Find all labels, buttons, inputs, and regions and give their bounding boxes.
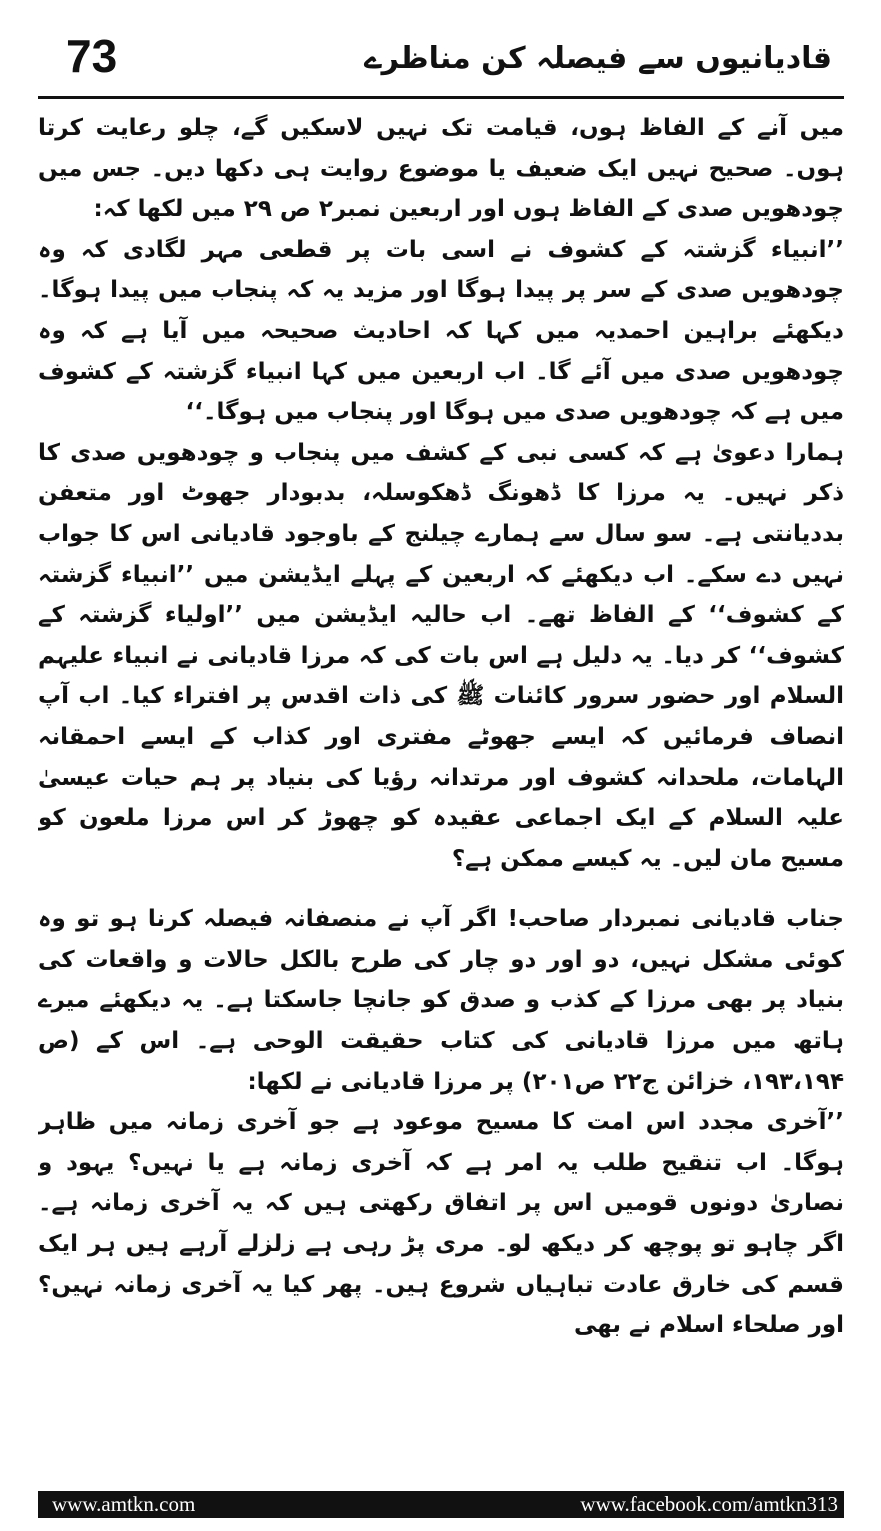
website-link[interactable]: www.amtkn.com [52, 1492, 196, 1516]
footer-bar [38, 1491, 844, 1518]
page-header [38, 18, 844, 98]
quote-paragraph-2: ’’آخری مجدد اس امت کا مسیح موعود ہے جو آخری زمانہ میں ظاہر ہوگا۔ اب تنقیح طلب یہ امر ہے کہ آخری زمانہ ہے یا نہیں؟ یہود و نصاریٰ دونوں قومیں اس پر اتفاق رکھتی ہیں کہ یہ آخری زمانہ ہے۔ اگر چاہو تو پوچھ کر دیکھ لو۔ مری پڑ رہی ہے زلزلے آرہے ہیں ہر ایک قسم کی خارق عادت تباہیاں شروع ہیں۔ پھر کیا یہ آخری زمانہ نہیں؟ اور صلحاء اسلام نے بھی [38, 1109, 844, 1339]
paragraph-3: جناب قادیانی نمبردار صاحب! اگر آپ نے منصفانہ فیصلہ کرنا ہو تو وہ کوئی مشکل نہیں، دو اور دو چار کی طرح بالکل حالات و واقعات کی بنیاد پر بھی مرزا کے کذب و صدق کو جانچا جاسکتا ہے۔ یہ دیکھئے میرے ہاتھ میں مرزا قادیانی کی کتاب حقیقت الوحی ہے۔ اس کے (ص ۱۹۳،۱۹۴، خزائن ج۲۲ ص۲۰۱) پر مرزا قادیانی نے لکھا: [38, 906, 844, 1095]
facebook-link[interactable]: www.facebook.com/amtkn313 [580, 1492, 838, 1516]
page-body [38, 108, 844, 1446]
header-divider [38, 96, 844, 99]
paragraph-1: میں آنے کے الفاظ ہوں، قیامت تک نہیں لاسکیں گے، چلو رعایت کرتا ہوں۔ صحیح نہیں ایک ضعیف یا موضوع روایت ہی دکھا دیں۔ جس میں چودھویں صدی کے الفاظ ہوں اور اربعین نمبر۲ ص ۲۹ میں لکھا کہ: [38, 115, 844, 223]
book-title: قادیانیوں سے فیصلہ کن مناظرے [364, 41, 832, 76]
quote-paragraph-1: ’’انبیاء گزشتہ کے کشوف نے اسی بات پر قطعی مہر لگادی کہ وہ چودھویں صدی کے سر پر پیدا ہوگا اور مزید یہ کہ پنجاب میں پیدا ہوگا۔ دیکھئے براہین احمدیہ میں کہا کہ احادیث صحیحہ میں آیا ہے کہ وہ چودھویں صدی میں آئے گا۔ اب اربعین میں کہا انبیاء گزشتہ کے کشوف میں ہے کہ چودھویں صدی میں ہوگا اور پنجاب میں ہوگا۔‘‘ [38, 236, 844, 426]
page-number: 73 [66, 30, 118, 82]
paragraph-2: ہمارا دعویٰ ہے کہ کسی نبی کے کشف میں پنجاب و چودھویں صدی کا ذکر نہیں۔ یہ مرزا کا ڈھونگ ڈھکوسلہ، بدبودار جھوٹ اور متعفن بددیانتی ہے۔ سو سال سے ہمارے چیلنج کے باوجود قادیانی اس کا جواب نہیں دے سکے۔ اب دیکھئے کہ اربعین کے پہلے ایڈیشن میں ’’انبیاء گزشتہ کے کشوف‘‘ کے الفاظ تھے۔ اب حالیہ ایڈیشن میں ’’اولیاء گزشتہ کے کشوف‘‘ کر دیا۔ یہ دلیل ہے اس بات کی کہ مرزا قادیانی نے انبیاء علیہم السلام اور حضور سرور کائنات ﷺ کی ذات اقدس پر افتراء کیا۔ اب آپ انصاف فرمائیں کہ ایسے جھوٹے مفتری اور کذاب کے ایسے احمقانہ الہامات، ملحدانہ کشوف اور مرتدانہ رؤیا کی بنیاد پر ہم حیات عیسیٰ علیہ السلام کے ایک اجماعی عقیدہ کو چھوڑ کر اس مرزا ملعون کو مسیح مان لیں۔ یہ کیسے ممکن ہے؟ [38, 439, 844, 872]
